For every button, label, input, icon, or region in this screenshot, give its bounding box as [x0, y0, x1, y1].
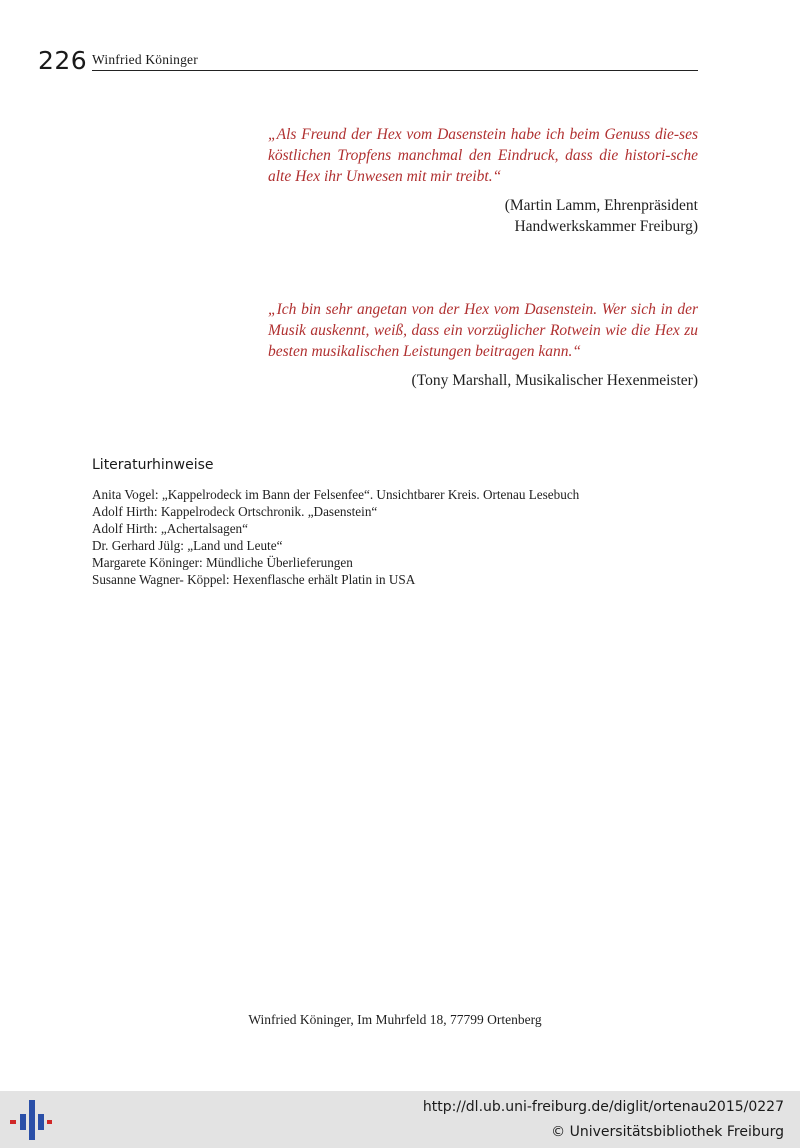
attribution-line: Handwerkskammer Freiburg)	[514, 218, 698, 235]
quote-block-marshall	[268, 299, 698, 391]
literature-item: Margarete Köninger: Mündliche Überlieferungen	[92, 555, 353, 570]
author-address: Winfried Köninger, Im Muhrfeld 18, 77799 Ortenberg	[248, 1012, 542, 1027]
running-head-author: Winfried Köninger	[92, 52, 198, 67]
quote-attribution	[268, 370, 698, 391]
literature-item: Adolf Hirth: „Achertalsagen“	[92, 521, 248, 536]
quote-block-lamm	[268, 124, 698, 237]
footer-copyright: © Universitätsbibliothek Freiburg	[551, 1124, 784, 1140]
literature-item: Susanne Wagner- Köppel: Hexenflasche erhält Platin in USA	[92, 572, 416, 587]
literature-heading: Literaturhinweise	[92, 457, 214, 473]
attribution-line: (Martin Lamm, Ehrenpräsident	[504, 197, 698, 214]
literature-item: Anita Vogel: „Kappelrodeck im Bann der Felsenfee“. Unsichtbarer Kreis. Ortenau Lesebuch	[92, 487, 580, 502]
library-logo-icon	[10, 1098, 52, 1142]
header-divider	[92, 70, 698, 71]
literature-list	[92, 486, 579, 588]
page-number: 226	[38, 46, 88, 75]
quote-text: „Als Freund der Hex vom Dasenstein habe ich beim Genuss die-ses köstlichen Tropfens manchmal den Eindruck, dass die histori-sche alte Hex ihr Unwesen mit mir treibt.“	[268, 126, 698, 185]
footer-url-link[interactable]: http://dl.ub.uni-freiburg.de/diglit/ortenau2015/0227	[422, 1099, 784, 1115]
quote-text: „Ich bin sehr angetan von der Hex vom Dasenstein. Wer sich in der Musik auskennt, weiß, dass ein vorzüglicher Rotwein wie die Hex zu besten musikalischen Leistungen beitragen kann.“	[268, 301, 698, 360]
literature-item: Dr. Gerhard Jülg: „Land und Leute“	[92, 538, 283, 553]
literature-item: Adolf Hirth: Kappelrodeck Ortschronik. „Dasenstein“	[92, 504, 378, 519]
quote-attribution	[268, 195, 698, 237]
attribution-line: (Tony Marshall, Musikalischer Hexenmeister)	[411, 372, 698, 389]
